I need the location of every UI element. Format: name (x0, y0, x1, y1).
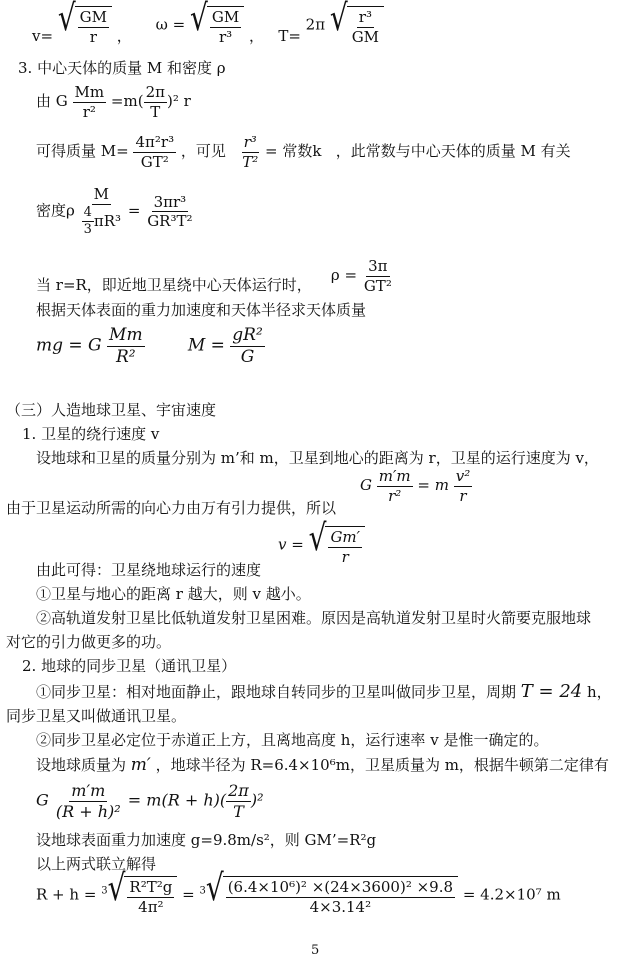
final-root-index-2: 3 (199, 885, 206, 897)
density-den-a: 4 (82, 206, 94, 222)
v-eq-lhs: v = (278, 535, 304, 554)
paragraph-3: 由此可得：卫星绕地球运行的速度 (36, 561, 262, 579)
omega-den: r³ (218, 27, 233, 46)
k-den: T² (242, 152, 259, 171)
paragraph-5b: 对它的引力做更多的功。 (6, 633, 172, 651)
final-num: R²T²g (129, 878, 173, 896)
final-num2: (6.4×10⁶)² ×(24×3600)² ×9.8 (227, 878, 454, 896)
sync-pden: T (233, 801, 244, 821)
formula-v-omega-T (32, 0, 384, 46)
comma-2: ， (248, 26, 264, 45)
near-den: GT² (363, 276, 392, 295)
final-rhs: = 4.2×10⁷ m (462, 885, 561, 904)
density-den-b: 3 (83, 221, 92, 237)
mass-pre: 可得质量 M= (36, 142, 129, 160)
eq-gravity-mid: =m (110, 92, 138, 110)
central-den2: r (459, 486, 467, 505)
p8-pre: 设地球质量为 (36, 756, 127, 774)
sync-den: (R + h)² (55, 801, 121, 821)
sync-tail: )² (250, 790, 264, 810)
final-den: 4π² (138, 897, 164, 916)
density-num2: 3πr³ (153, 192, 187, 211)
eq-gravity-pre: 由 G (36, 92, 68, 110)
final-eq: = (182, 885, 195, 904)
surface-m-den: G (240, 346, 255, 367)
v-den: r (89, 27, 97, 46)
gravity-equation: 由 G $\frac{Mm}{\text{r²}}$ =m( $\frac{2\pi}{T}$ )² r (36, 83, 191, 121)
omega-label: ω = (155, 15, 186, 34)
final-lhs: R + h = (36, 885, 97, 904)
surface-m-num: gR² (232, 325, 263, 345)
page-number: 5 (311, 943, 320, 958)
v-eq-num: Gm′ (330, 528, 361, 546)
surface-m-lhs: M = (187, 335, 225, 356)
surface-num: Mm (109, 325, 143, 345)
final-root-index-1: 3 (101, 885, 108, 897)
t-den: GM (351, 27, 380, 46)
paragraph-10: 以上两式联立解得 (36, 855, 157, 873)
paragraph-9: 设地球表面重力加速度 g=9.8m/s²，则 GM’=R²g (36, 831, 377, 849)
p8-m: m′ (130, 755, 151, 775)
sqrt-v: √ $\frac{GM}{r}$ (58, 6, 112, 45)
paragraph-7: ②同步卫星必定位于赤道正上方，且离地高度 h，运行速率 v 是惟一确定的。 (36, 731, 549, 749)
near-num: 3π (368, 257, 388, 275)
density-num: M (93, 185, 110, 203)
k-num: r³ (243, 133, 257, 151)
density-line (36, 186, 195, 237)
v-num: GM (79, 8, 108, 26)
eq-gravity-pnum: 2π (145, 83, 165, 101)
density-eq: = (127, 201, 141, 220)
final-equation: R + h = $^3$ √ $\frac{\text{R²T²g}}{\text{4π²}}$ = $^3$ √ $\frac{\text{(6.4×10⁶)² ×(24×3600)² ×9.8}}{\text{4×3.14²}}$ = 4.2×10⁷ m (36, 866, 561, 916)
sync-pnum: 2π (228, 781, 249, 800)
mass-den: GT² (140, 152, 169, 171)
k-rhs: = 常数k (265, 142, 322, 160)
near-rho: ρ = (330, 266, 358, 284)
comma-1: ， (116, 26, 132, 45)
mass-num: 4π²r³ (135, 133, 175, 151)
p6a-pre: ①同步卫星：相对地面静止，跟地球自转同步的卫星叫做同步卫星，周期 (36, 683, 517, 701)
t-label: T= (278, 26, 301, 45)
v-label: v= (32, 26, 54, 45)
central-g: G (360, 476, 372, 494)
sync-mid: = m(R + h)( (127, 790, 227, 810)
mass-mid: ，可见 (180, 142, 226, 160)
paragraph-2: 由于卫星运动所需的向心力由万有引力提供，所以 (6, 499, 337, 517)
velocity-equation: v = √ $\frac{Gm'}{r}$ (278, 526, 365, 565)
density-pre: 密度ρ (36, 201, 75, 220)
eq-gravity-post: )² r (166, 92, 191, 110)
surface-lhs: mg = G (36, 335, 102, 356)
part-3-title: （三）人造地球卫星、宇宙速度 (6, 401, 217, 419)
omega-num: GM (211, 8, 240, 26)
p6a-T: T = 24 (520, 681, 583, 702)
final-den2: 4×3.14² (309, 897, 372, 916)
paragraph-8 (36, 756, 609, 776)
sync-equation (36, 782, 263, 820)
central-num: m′m (378, 467, 411, 485)
surface-equations (36, 326, 265, 366)
mass-post: ，此常数与中心天体的质量 M 有关 (335, 142, 571, 160)
v-eq-den: r (341, 547, 349, 566)
surface-den: R² (116, 346, 136, 367)
sqrt-omega: √ $\frac{GM}{\text{r³}}$ (190, 6, 244, 45)
near-line (36, 258, 394, 294)
sqrt-T: √ $\frac{\text{r³}}{GM}$ (330, 6, 384, 45)
sub-2-title: 2. 地球的同步卫星（通讯卫星） (22, 657, 237, 675)
mass-line (36, 134, 571, 170)
sync-g: G (36, 790, 49, 810)
section-3-title: 3. 中心天体的质量 M 和密度 ρ (18, 59, 226, 77)
central-eq: = m (417, 476, 449, 494)
central-num2: v² (455, 467, 471, 485)
t-num: r³ (358, 8, 372, 26)
central-den: r² (388, 486, 402, 505)
eq-gravity-num: Mm (74, 83, 105, 101)
paragraph-4: ①卫星与地心的距离 r 越大，则 v 越小。 (36, 585, 311, 603)
density-den-tail: πR³ (93, 211, 122, 230)
paragraph-6b: 同步卫星又叫做通讯卫星。 (6, 707, 187, 725)
paragraph-5a: ②高轨道发射卫星比低轨道发射卫星困难。原因是高轨道发射卫星时火箭要克服地球 (36, 609, 592, 627)
surface-line: 根据天体表面的重力加速度和天体半径求天体质量 (36, 301, 367, 319)
paragraph-6a (36, 682, 612, 703)
p6a-h: h， (587, 683, 612, 701)
t-2pi: 2π (305, 15, 326, 34)
central-force-equation (360, 468, 472, 504)
sync-num: m′m (71, 781, 106, 800)
p8-post: ，地球半径为 R=6.4×10⁶m，卫星质量为 m，根据牛顿第二定律有 (155, 756, 609, 774)
near-text: 当 r=R，即近地卫星绕中心天体运行时， (36, 275, 312, 294)
paragraph-1: 设地球和卫星的质量分别为 m’和 m，卫星到地心的距离为 r，卫星的运行速度为 v， (36, 449, 599, 467)
eq-gravity-pden: T (150, 102, 161, 121)
sub-1-title: 1. 卫星的绕行速度 v (22, 425, 160, 443)
eq-gravity-den: r² (82, 102, 96, 121)
density-den2: GR³T² (147, 212, 193, 231)
